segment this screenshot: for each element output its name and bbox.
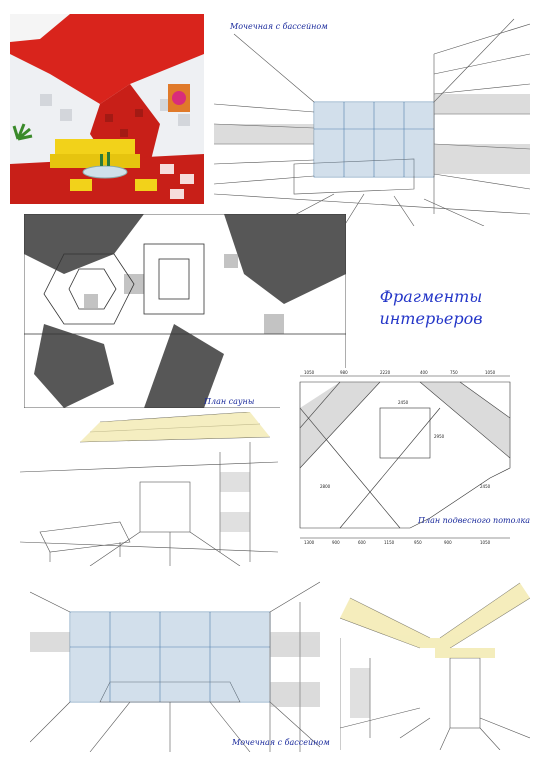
dim-top-6: 1050 xyxy=(485,370,496,375)
ceiling-plan-caption: План подвесного потолка xyxy=(418,516,531,525)
dim-top-4: 400 xyxy=(420,370,428,375)
dim-inner-3: 2800 xyxy=(320,484,331,489)
sauna-plan-caption: План сауны xyxy=(204,397,255,406)
sauna-interior-sketch xyxy=(20,412,278,566)
dim-inner-1: 2450 xyxy=(398,400,409,405)
dim-inner-2: 2950 xyxy=(434,434,445,439)
pool-sketch-top-drawing xyxy=(214,14,530,226)
dim-bottom-7: 1050 xyxy=(480,540,491,544)
dim-bottom-6: 900 xyxy=(444,540,452,544)
pool-sketch-top xyxy=(214,14,530,226)
lounge-render-drawing xyxy=(10,14,204,204)
dim-top-5: 750 xyxy=(450,370,458,375)
corridor-sketch xyxy=(340,578,530,750)
corridor-sketch-drawing xyxy=(340,578,530,750)
pool-bottom-caption: Мочечная с бассейном xyxy=(232,738,330,747)
dim-bottom-3: 600 xyxy=(358,540,366,544)
pool-sketch-bottom xyxy=(30,572,320,752)
dim-bottom-4: 1150 xyxy=(384,540,395,544)
pool-top-caption: Мочечная с бассейном xyxy=(230,22,328,31)
page-heading xyxy=(356,286,506,330)
lounge-render xyxy=(10,14,204,204)
dim-bottom-1: 1300 xyxy=(304,540,315,544)
sauna-interior-sketch-drawing xyxy=(20,412,278,566)
heading-line-1: Фрагменты xyxy=(379,287,483,306)
dim-top-2: 980 xyxy=(340,370,348,375)
dim-bottom-2: 900 xyxy=(332,540,340,544)
dim-top-1: 1050 xyxy=(304,370,315,375)
dim-inner-4: 2450 xyxy=(480,484,491,489)
heading-line-2: интерьеров xyxy=(379,309,483,328)
dim-top-3: 2220 xyxy=(380,370,391,375)
dim-bottom-5: 950 xyxy=(414,540,422,544)
pool-sketch-bottom-drawing xyxy=(30,572,320,752)
